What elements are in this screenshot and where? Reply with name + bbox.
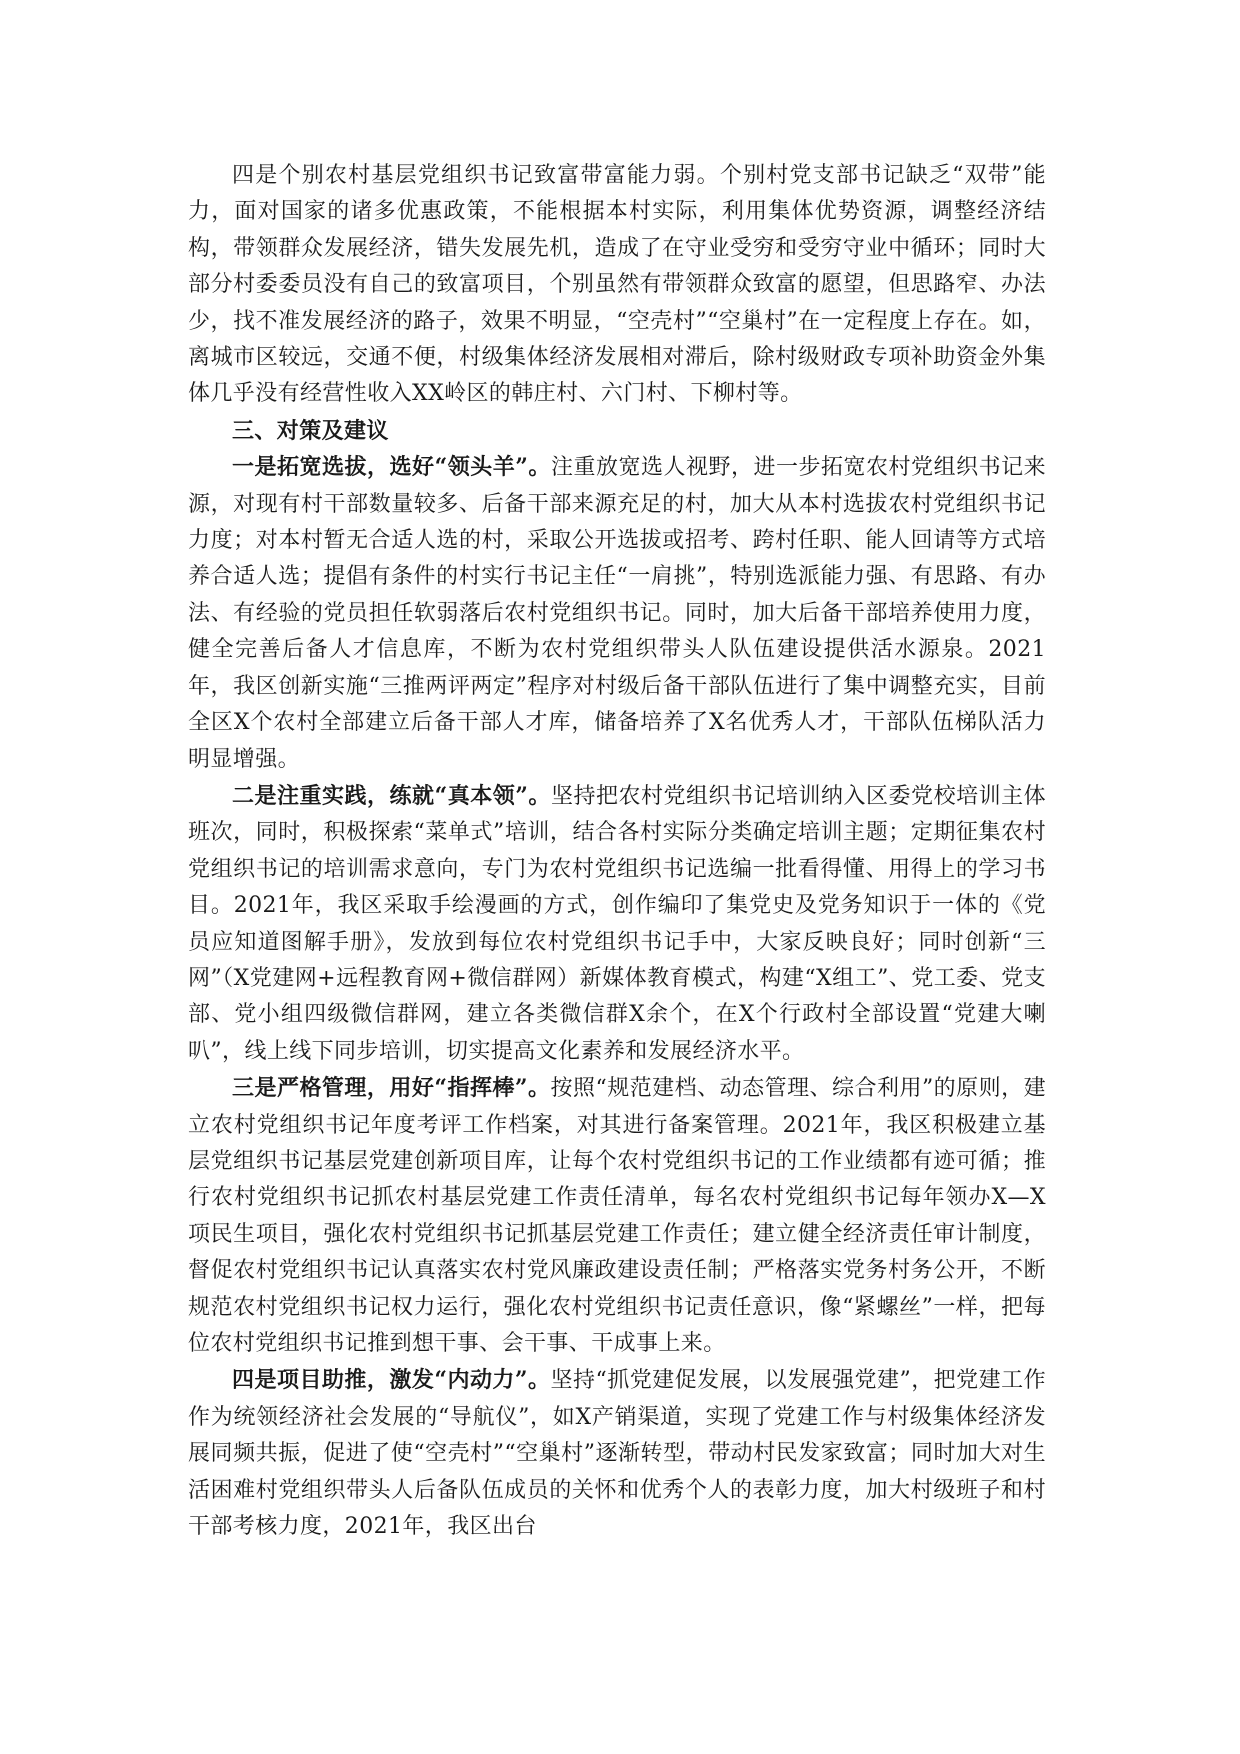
- paragraph-section-3: [188, 1070, 1046, 1362]
- document-body: [188, 158, 1046, 1545]
- paragraph-text: 按照“规范建档、动态管理、综合利用”的原则，建立农村党组织书记年度考评工作档案，对其进行备案管理。2021年，我区积极建立基层党组织书记基层党建创新项目库，让每个农村党组织书记的工作业绩都有迹可循；推行农村党组织书记抓农村基层党建工作责任清单，每名农村党组织书记每年领办X—X项民生项目，强化农村党组织书记抓基层党建工作责任；建立健全经济责任审计制度，督促农村党组织书记认真落实农村党风廉政建设责任制；严格落实党务村务公开，不断规范农村党组织书记权力运行，强化农村党组织书记责任意识，像“紧螺丝”一样，把每位农村党组织书记推到想干事、会干事、干成事上来。: [188, 1076, 1047, 1356]
- paragraph-section-4: [188, 1362, 1046, 1545]
- section-heading: 三、对策及建议: [232, 417, 389, 444]
- paragraph-rich-leader-weakness: [188, 158, 1046, 413]
- paragraph-text: 注重放宽选人视野，进一步拓宽农村党组织书记来源，对现有村干部数量较多、后备干部来源充足的村，加大从本村选拔农村党组织书记力度；对本村暂无合适人选的村，采取公开选拔或招考、跨村任职、能人回请等方式培养合适人选；提倡有条件的村实行书记主任“一肩挑”，特别选派能力强、有思路、有办法、有经验的党员担任软弱落后农村党组织书记。同时，加大后备干部培养使用力度，健全完善后备人才信息库，不断为农村党组织带头人队伍建设提供活水源泉。2021年，我区创新实施“三推两评两定”程序对村级后备干部队伍进行了集中调整充实，目前全区X个农村全部建立后备干部人才库，储备培养了X名优秀人才，干部队伍梯队活力明显增强。: [188, 455, 1046, 772]
- paragraph-lead: 二是注重实践，练就“真本领”。: [232, 782, 551, 809]
- paragraph-lead: 一是拓宽选拔，选好“领头羊”。: [232, 454, 551, 481]
- paragraph-lead: 三是严格管理，用好“指挥棒”。: [232, 1075, 551, 1102]
- paragraph-lead: 四是项目助推，激发“内动力”。: [232, 1367, 551, 1394]
- paragraph-text: 坚持把农村党组织书记培训纳入区委党校培训主体班次，同时，积极探索“菜单式”培训，结合各村实际分类确定培训主题；定期征集农村党组织书记的培训需求意向，专门为农村党组织书记选编一批看得懂、用得上的学习书目。2021年，我区采取手绘漫画的方式，创作编印了集党史及党务知识于一体的《党员应知道图解手册》，发放到每位农村党组织书记手中，大家反映良好；同时创新“三网”（X党建网+远程教育网+微信群网）新媒体教育模式，构建“X组工”、党工委、党支部、党小组四级微信群网，建立各类微信群X余个，在X个行政村全部设置“党建大喇叭”，线上线下同步培训，切实提高文化素养和发展经济水平。: [188, 783, 1046, 1064]
- paragraph-section-1: [188, 449, 1046, 778]
- paragraph-text: 四是个别农村基层党组织书记致富带富能力弱。个别村党支部书记缺乏“双带”能力，面对国家的诸多优惠政策，不能根据本村实际，利用集体优势资源，调整经济结构，带领群众发展经济，错失发展先机，造成了在守业受穷和受穷守业中循环；同时大部分村委委员没有自己的致富项目，个别虽然有带领群众致富的愿望，但思路窄、办法少，找不准发展经济的路子，效果不明显，“空壳村”“空巢村”在一定程度上存在。如，离城市区较远，交通不便，村级集体经济发展相对滞后，除村级财政专项补助资金外集体几乎没有经营性收入XX岭区的韩庄村、六门村、下柳村等。: [188, 163, 1046, 407]
- paragraph-section-2: [188, 778, 1046, 1070]
- paragraph-text: 坚持“抓党建促发展，以发展强党建”，把党建工作作为统领经济社会发展的“导航仪”，如X产销渠道，实现了党建工作与村级集体经济发展同频共振，促进了使“空壳村”“空巢村”逐渐转型，带动村民发家致富；同时加大对生活困难村党组织带头人后备队伍成员的关怀和优秀个人的表彰力度，加大村级班子和村干部考核力度，2021年，我区出台: [188, 1368, 1047, 1540]
